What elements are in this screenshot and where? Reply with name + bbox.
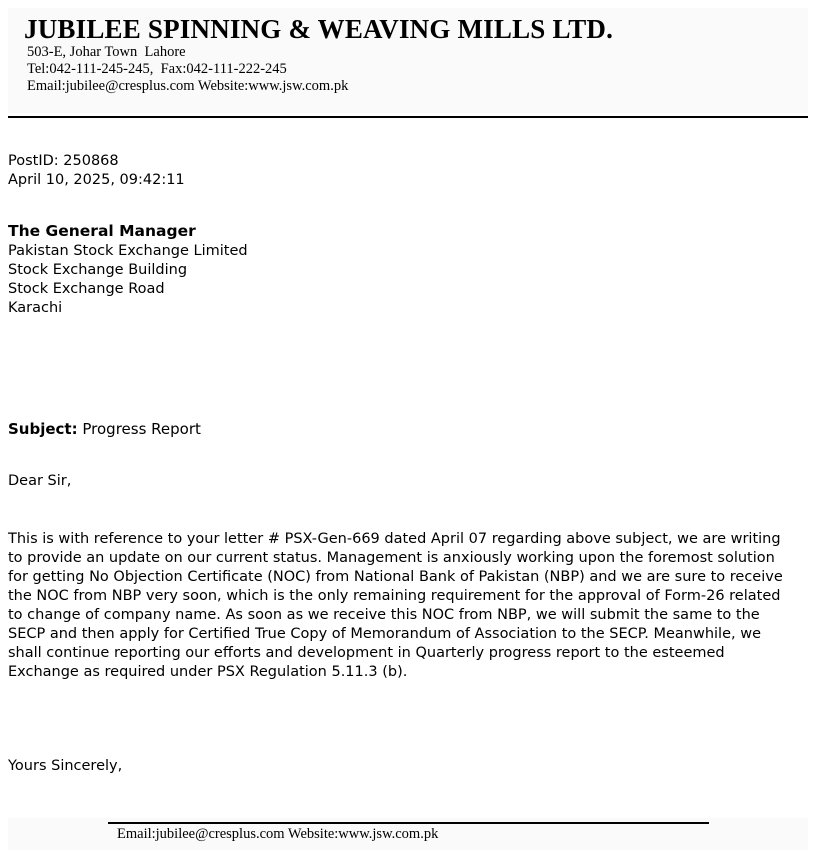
letter-body: This is with reference to your letter # PSX-Gen-669 dated April 07 regarding above subject, we are writing to provide an update on our current status. Management is anxiously working upon the foremost solution for getting No Objection Certificate (NOC) from National Bank of Pakistan (NBP) and we are sure to receive the NOC from NBP very soon, which is the only remaining requirement for the approval of Form-26 related to change of company name. As soon as we receive this NOC from NBP, we will submit the same to the SECP and then apply for Certified True Copy of Memorandum of Association to the SECP. Meanwhile, we shall continue reporting our efforts and development in Quarterly progress report to the esteemed Exchange as required under PSX Regulation 5.11.3 (b). xyxy=(8,531,783,680)
closing: Yours Sincerely, xyxy=(8,758,123,774)
subject-label: Subject: xyxy=(8,420,78,438)
recipient-line: Stock Exchange Road xyxy=(8,281,165,297)
footer-divider xyxy=(108,822,709,824)
post-id: PostID: 250868 xyxy=(8,153,119,169)
footer-contact: Email:jubilee@cresplus.com Website:www.jsw.com.pk xyxy=(117,826,439,842)
recipient-line: Pakistan Stock Exchange Limited xyxy=(8,243,248,259)
salutation: Dear Sir, xyxy=(8,473,72,489)
subject-line xyxy=(8,420,201,438)
recipient-title: The General Manager xyxy=(8,222,196,240)
company-phone-fax: Tel:042-111-245-245, Fax:042-111-222-245 xyxy=(27,61,287,77)
company-address: 503-E, Johar Town Lahore xyxy=(27,44,186,60)
company-email-website: Email:jubilee@cresplus.com Website:www.jsw.com.pk xyxy=(27,78,349,94)
recipient-line: Stock Exchange Building xyxy=(8,262,188,278)
subject-text: Progress Report xyxy=(82,420,201,438)
company-name: JUBILEE SPINNING & WEAVING MILLS LTD. xyxy=(24,14,614,44)
recipient-line: Karachi xyxy=(8,300,63,316)
header-divider xyxy=(8,116,808,118)
letterhead xyxy=(8,8,808,113)
post-datetime: April 10, 2025, 09:42:11 xyxy=(8,172,185,188)
